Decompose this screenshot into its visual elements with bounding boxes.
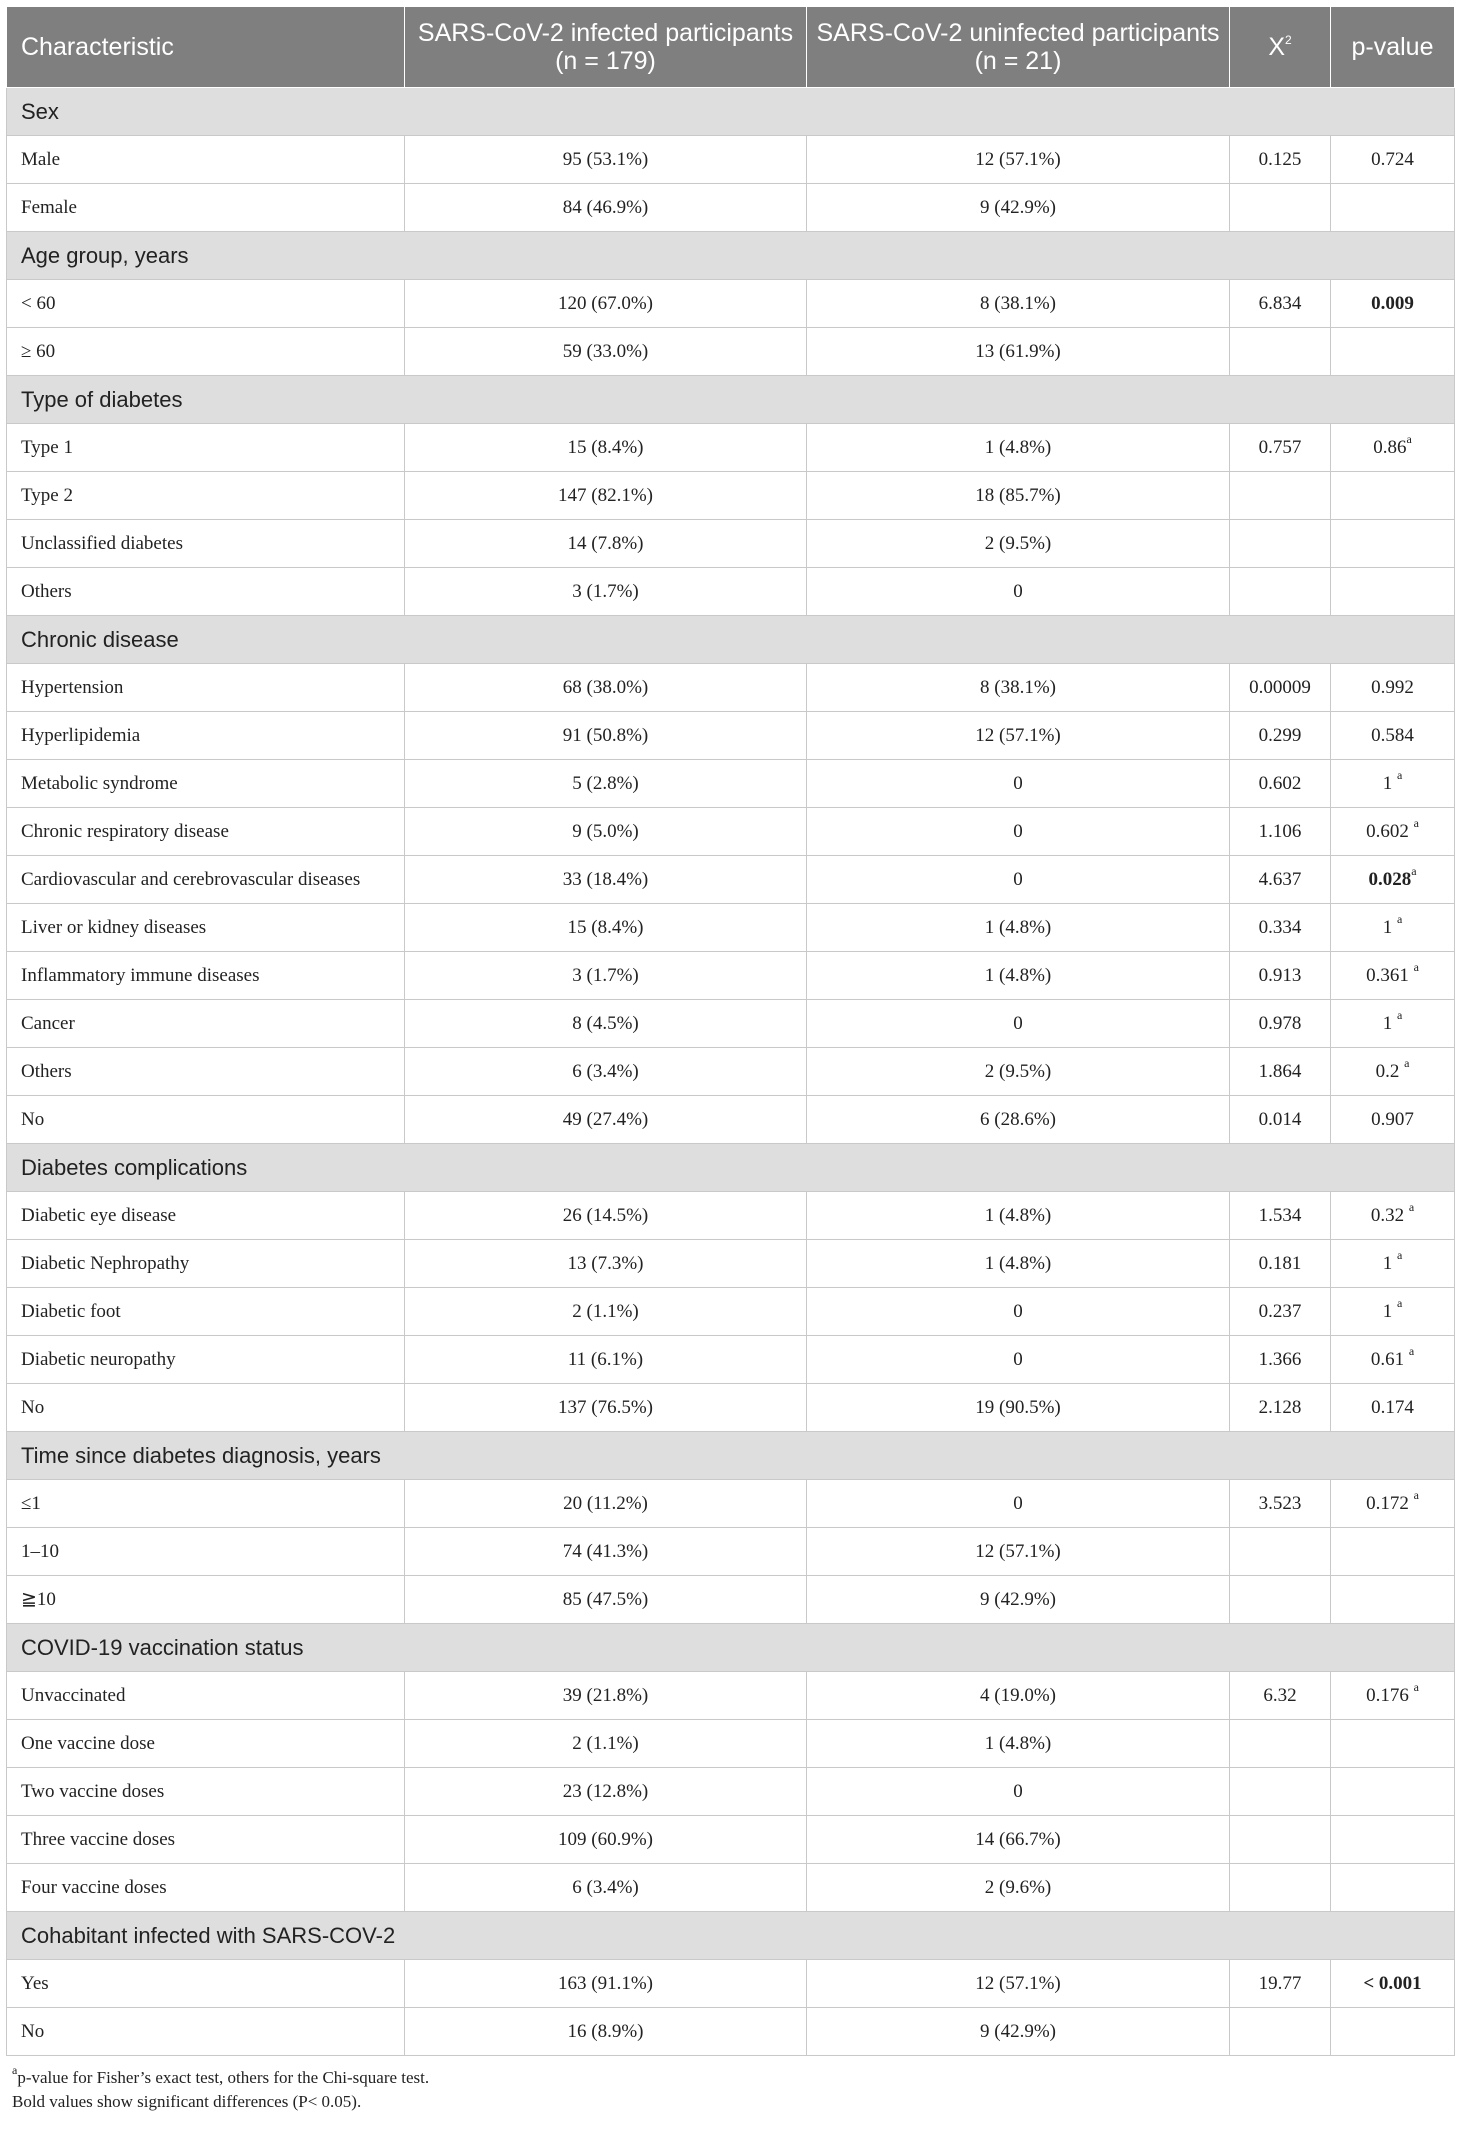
cell-uninfected: 9 (42.9%)	[807, 184, 1230, 232]
cell-infected: 8 (4.5%)	[405, 1000, 807, 1048]
pvalue-footnote-marker: a	[1408, 1200, 1415, 1215]
cell-infected: 2 (1.1%)	[405, 1288, 807, 1336]
pvalue-text: 0.176	[1366, 1684, 1414, 1706]
table-row	[7, 1384, 1455, 1432]
cell-infected: 14 (7.8%)	[405, 520, 807, 568]
cell-chi-square: 0.602	[1230, 760, 1331, 808]
cell-infected: 147 (82.1%)	[405, 472, 807, 520]
cell-characteristic: < 60	[7, 280, 405, 328]
table-row	[7, 808, 1455, 856]
cell-infected: 20 (11.2%)	[405, 1480, 807, 1528]
cell-infected: 3 (1.7%)	[405, 952, 807, 1000]
cell-characteristic: Others	[7, 1048, 405, 1096]
table-row	[7, 136, 1455, 184]
cell-characteristic: Four vaccine doses	[7, 1864, 405, 1912]
table-row	[7, 328, 1455, 376]
pvalue-footnote-marker: a	[1413, 1680, 1419, 1695]
cell-chi-square	[1230, 1720, 1331, 1768]
cell-pvalue	[1331, 760, 1455, 808]
cell-characteristic: Type 2	[7, 472, 405, 520]
cell-pvalue	[1331, 856, 1455, 904]
cell-chi-square: 0.299	[1230, 712, 1331, 760]
cell-uninfected: 6 (28.6%)	[807, 1096, 1230, 1144]
cell-pvalue	[1331, 328, 1455, 376]
cell-characteristic: Diabetic neuropathy	[7, 1336, 405, 1384]
cell-infected: 95 (53.1%)	[405, 136, 807, 184]
cell-uninfected: 8 (38.1%)	[807, 664, 1230, 712]
section-row	[7, 1432, 1455, 1480]
cell-chi-square: 1.534	[1230, 1192, 1331, 1240]
cell-characteristic: ≥ 60	[7, 328, 405, 376]
pvalue-text: 0.32	[1370, 1204, 1409, 1226]
pvalue-text: 0.907	[1371, 1108, 1414, 1130]
pvalue-footnote-marker: a	[1413, 1488, 1419, 1503]
pvalue-text: 1	[1382, 772, 1397, 794]
cell-characteristic: Hypertension	[7, 664, 405, 712]
header-characteristic: Characteristic	[7, 7, 405, 88]
cell-uninfected: 12 (57.1%)	[807, 1528, 1230, 1576]
cell-chi-square: 6.834	[1230, 280, 1331, 328]
cell-uninfected: 2 (9.6%)	[807, 1864, 1230, 1912]
cell-chi-square	[1230, 1528, 1331, 1576]
cell-uninfected: 1 (4.8%)	[807, 424, 1230, 472]
pvalue-footnote-marker: a	[1396, 1248, 1403, 1263]
cell-chi-square: 0.181	[1230, 1240, 1331, 1288]
cell-characteristic: Cardiovascular and cerebrovascular diseases	[7, 856, 405, 904]
table-row	[7, 1768, 1455, 1816]
table-row	[7, 1816, 1455, 1864]
cell-infected: 3 (1.7%)	[405, 568, 807, 616]
section-label: Diabetes complications	[7, 1144, 1455, 1192]
cell-characteristic: Inflammatory immune diseases	[7, 952, 405, 1000]
cell-pvalue	[1331, 520, 1455, 568]
table-row	[7, 856, 1455, 904]
cell-characteristic: Metabolic syndrome	[7, 760, 405, 808]
section-row	[7, 1912, 1455, 1960]
header-chi-base: X	[1268, 33, 1285, 61]
cell-uninfected: 0	[807, 1480, 1230, 1528]
cell-pvalue	[1331, 1384, 1455, 1432]
cell-infected: 85 (47.5%)	[405, 1576, 807, 1624]
pvalue-footnote-marker: a	[1413, 816, 1419, 831]
cell-uninfected: 1 (4.8%)	[807, 1240, 1230, 1288]
cell-pvalue	[1331, 1816, 1455, 1864]
cell-characteristic: Unvaccinated	[7, 1672, 405, 1720]
cell-infected: 5 (2.8%)	[405, 760, 807, 808]
pvalue-text: 0.602	[1366, 820, 1414, 842]
cell-chi-square: 0.00009	[1230, 664, 1331, 712]
cell-characteristic: Female	[7, 184, 405, 232]
table-row	[7, 1864, 1455, 1912]
cell-pvalue	[1331, 472, 1455, 520]
cell-pvalue	[1331, 808, 1455, 856]
pvalue-text: 0.028	[1368, 868, 1412, 890]
section-row	[7, 1624, 1455, 1672]
cell-chi-square	[1230, 1576, 1331, 1624]
table-row	[7, 1336, 1455, 1384]
cell-infected: 91 (50.8%)	[405, 712, 807, 760]
cell-chi-square: 0.014	[1230, 1096, 1331, 1144]
section-label: Cohabitant infected with SARS-COV-2	[7, 1912, 1455, 1960]
header-uninfected	[807, 7, 1230, 88]
cell-infected: 49 (27.4%)	[405, 1096, 807, 1144]
cell-chi-square: 3.523	[1230, 1480, 1331, 1528]
table-row	[7, 1048, 1455, 1096]
pvalue-footnote-marker: a	[1411, 864, 1417, 879]
table-row	[7, 712, 1455, 760]
cell-infected: 6 (3.4%)	[405, 1864, 807, 1912]
footnote-fisher-text: p-value for Fisher’s exact test, others for the Chi-square test.	[17, 2068, 430, 2087]
section-row	[7, 1144, 1455, 1192]
cell-pvalue	[1331, 1240, 1455, 1288]
cell-uninfected: 0	[807, 1000, 1230, 1048]
section-label: Type of diabetes	[7, 376, 1455, 424]
table-row	[7, 1528, 1455, 1576]
cell-uninfected: 1 (4.8%)	[807, 904, 1230, 952]
cell-pvalue	[1331, 424, 1455, 472]
cell-characteristic: Diabetic Nephropathy	[7, 1240, 405, 1288]
cell-pvalue	[1331, 1720, 1455, 1768]
table-row	[7, 184, 1455, 232]
cell-infected: 109 (60.9%)	[405, 1816, 807, 1864]
cell-chi-square	[1230, 2008, 1331, 2056]
table-row	[7, 520, 1455, 568]
cell-characteristic: Hyperlipidemia	[7, 712, 405, 760]
cell-infected: 163 (91.1%)	[405, 1960, 807, 2008]
section-row	[7, 232, 1455, 280]
header-chi-sup: 2	[1285, 32, 1292, 47]
section-label: COVID-19 vaccination status	[7, 1624, 1455, 1672]
cell-infected: 23 (12.8%)	[405, 1768, 807, 1816]
header-pvalue: p-value	[1331, 7, 1455, 88]
pvalue-text: 0.361	[1366, 964, 1414, 986]
pvalue-text: 0.2	[1375, 1060, 1405, 1082]
cell-pvalue	[1331, 1960, 1455, 2008]
table-row	[7, 1480, 1455, 1528]
cell-infected: 13 (7.3%)	[405, 1240, 807, 1288]
cell-pvalue	[1331, 280, 1455, 328]
pvalue-footnote-marker: a	[1413, 960, 1419, 975]
section-label: Sex	[7, 88, 1455, 136]
cell-uninfected: 19 (90.5%)	[807, 1384, 1230, 1432]
header-infected	[405, 7, 807, 88]
cell-pvalue	[1331, 1864, 1455, 1912]
cell-uninfected: 1 (4.8%)	[807, 952, 1230, 1000]
cell-chi-square	[1230, 1816, 1331, 1864]
cell-characteristic: Others	[7, 568, 405, 616]
table-row	[7, 2008, 1455, 2056]
cell-characteristic: Type 1	[7, 424, 405, 472]
pvalue-footnote-marker: a	[1406, 432, 1412, 447]
cell-chi-square	[1230, 520, 1331, 568]
cell-pvalue	[1331, 1048, 1455, 1096]
table-row	[7, 760, 1455, 808]
header-uninfected-line2: (n = 21)	[974, 47, 1062, 75]
header-infected-line1: SARS-CoV-2 infected participants	[417, 19, 794, 47]
cell-chi-square	[1230, 472, 1331, 520]
cell-chi-square: 6.32	[1230, 1672, 1331, 1720]
cell-pvalue	[1331, 1336, 1455, 1384]
cell-pvalue	[1331, 1096, 1455, 1144]
pvalue-text: 0.724	[1371, 148, 1414, 170]
table-footnotes	[6, 2063, 1454, 2114]
cell-infected: 6 (3.4%)	[405, 1048, 807, 1096]
table-row	[7, 1240, 1455, 1288]
cell-chi-square: 0.334	[1230, 904, 1331, 952]
cell-chi-square	[1230, 1768, 1331, 1816]
cell-uninfected: 14 (66.7%)	[807, 1816, 1230, 1864]
cell-uninfected: 12 (57.1%)	[807, 1960, 1230, 2008]
cell-characteristic: Two vaccine doses	[7, 1768, 405, 1816]
cell-infected: 68 (38.0%)	[405, 664, 807, 712]
cell-chi-square	[1230, 184, 1331, 232]
cell-pvalue	[1331, 1672, 1455, 1720]
pvalue-footnote-marker: a	[1404, 1056, 1410, 1071]
table-row	[7, 1192, 1455, 1240]
cell-uninfected: 0	[807, 1288, 1230, 1336]
cell-chi-square	[1230, 1864, 1331, 1912]
cell-chi-square: 0.237	[1230, 1288, 1331, 1336]
cell-uninfected: 9 (42.9%)	[807, 1576, 1230, 1624]
cell-chi-square: 1.864	[1230, 1048, 1331, 1096]
cell-infected: 59 (33.0%)	[405, 328, 807, 376]
header-uninfected-line1: SARS-CoV-2 uninfected participants	[816, 19, 1220, 47]
table-row	[7, 1720, 1455, 1768]
cell-uninfected: 9 (42.9%)	[807, 2008, 1230, 2056]
footnote-fisher	[12, 2063, 1454, 2090]
cell-pvalue	[1331, 1192, 1455, 1240]
cell-pvalue	[1331, 2008, 1455, 2056]
cell-uninfected: 2 (9.5%)	[807, 520, 1230, 568]
cell-pvalue	[1331, 904, 1455, 952]
pvalue-text: < 0.001	[1363, 1972, 1422, 1994]
cell-pvalue	[1331, 952, 1455, 1000]
pvalue-footnote-marker: a	[1396, 1008, 1403, 1023]
cell-characteristic: Three vaccine doses	[7, 1816, 405, 1864]
pvalue-text: 0.174	[1371, 1396, 1414, 1418]
table-row	[7, 280, 1455, 328]
cell-uninfected: 0	[807, 568, 1230, 616]
table-container	[6, 6, 1454, 2114]
cell-infected: 26 (14.5%)	[405, 1192, 807, 1240]
cell-uninfected: 18 (85.7%)	[807, 472, 1230, 520]
cell-infected: 137 (76.5%)	[405, 1384, 807, 1432]
pvalue-text: 1	[1382, 1012, 1397, 1034]
pvalue-text: 1	[1382, 1300, 1397, 1322]
section-row	[7, 88, 1455, 136]
cell-chi-square: 0.978	[1230, 1000, 1331, 1048]
cell-pvalue	[1331, 1528, 1455, 1576]
cell-characteristic: Liver or kidney diseases	[7, 904, 405, 952]
cell-pvalue	[1331, 568, 1455, 616]
cell-uninfected: 0	[807, 760, 1230, 808]
cell-chi-square	[1230, 328, 1331, 376]
cell-pvalue	[1331, 712, 1455, 760]
cell-uninfected: 0	[807, 1336, 1230, 1384]
cell-infected: 74 (41.3%)	[405, 1528, 807, 1576]
cell-characteristic: Diabetic eye disease	[7, 1192, 405, 1240]
cell-infected: 33 (18.4%)	[405, 856, 807, 904]
header-chi-square	[1230, 7, 1331, 88]
pvalue-text: 1	[1382, 916, 1397, 938]
cell-pvalue	[1331, 1000, 1455, 1048]
cell-pvalue	[1331, 184, 1455, 232]
cell-characteristic: ≧10	[7, 1576, 405, 1624]
cell-characteristic: One vaccine dose	[7, 1720, 405, 1768]
cell-infected: 15 (8.4%)	[405, 424, 807, 472]
cell-uninfected: 8 (38.1%)	[807, 280, 1230, 328]
cell-infected: 84 (46.9%)	[405, 184, 807, 232]
footnote-sup: a	[12, 2063, 18, 2078]
cell-uninfected: 1 (4.8%)	[807, 1192, 1230, 1240]
table-row	[7, 424, 1455, 472]
cell-uninfected: 4 (19.0%)	[807, 1672, 1230, 1720]
table-row	[7, 1960, 1455, 2008]
cell-characteristic: No	[7, 1384, 405, 1432]
table-row	[7, 1288, 1455, 1336]
cell-chi-square: 0.125	[1230, 136, 1331, 184]
cell-uninfected: 13 (61.9%)	[807, 328, 1230, 376]
cell-infected: 120 (67.0%)	[405, 280, 807, 328]
table-row	[7, 568, 1455, 616]
pvalue-text: 1	[1382, 1252, 1397, 1274]
cell-characteristic: No	[7, 1096, 405, 1144]
cell-pvalue	[1331, 1576, 1455, 1624]
cell-characteristic: ≤1	[7, 1480, 405, 1528]
cell-pvalue	[1331, 1288, 1455, 1336]
pvalue-text: 0.992	[1371, 676, 1414, 698]
cell-uninfected: 12 (57.1%)	[807, 136, 1230, 184]
section-row	[7, 376, 1455, 424]
pvalue-text: 0.172	[1366, 1492, 1414, 1514]
section-label: Time since diabetes diagnosis, years	[7, 1432, 1455, 1480]
cell-chi-square	[1230, 568, 1331, 616]
table-header-row	[7, 7, 1455, 88]
cell-infected: 39 (21.8%)	[405, 1672, 807, 1720]
cell-chi-square: 1.366	[1230, 1336, 1331, 1384]
header-infected-line2: (n = 179)	[555, 47, 656, 75]
cell-pvalue	[1331, 1480, 1455, 1528]
cell-uninfected: 2 (9.5%)	[807, 1048, 1230, 1096]
pvalue-footnote-marker: a	[1396, 1296, 1403, 1311]
table-row	[7, 1672, 1455, 1720]
cell-infected: 9 (5.0%)	[405, 808, 807, 856]
cell-pvalue	[1331, 136, 1455, 184]
table-row	[7, 1576, 1455, 1624]
cell-pvalue	[1331, 1768, 1455, 1816]
pvalue-text: 0.584	[1371, 724, 1414, 746]
cell-uninfected: 12 (57.1%)	[807, 712, 1230, 760]
cell-infected: 11 (6.1%)	[405, 1336, 807, 1384]
cell-characteristic: Diabetic foot	[7, 1288, 405, 1336]
pvalue-text: 0.61	[1370, 1348, 1409, 1370]
footnote-bold: Bold values show significant differences (P< 0.05).	[12, 2092, 362, 2111]
cell-infected: 2 (1.1%)	[405, 1720, 807, 1768]
pvalue-text: 0.009	[1371, 292, 1414, 314]
section-label: Age group, years	[7, 232, 1455, 280]
cell-characteristic: No	[7, 2008, 405, 2056]
cell-chi-square: 2.128	[1230, 1384, 1331, 1432]
cell-infected: 15 (8.4%)	[405, 904, 807, 952]
cell-characteristic: Unclassified diabetes	[7, 520, 405, 568]
cell-pvalue	[1331, 664, 1455, 712]
pvalue-footnote-marker: a	[1396, 912, 1403, 927]
cell-uninfected: 0	[807, 808, 1230, 856]
cell-characteristic: Chronic respiratory disease	[7, 808, 405, 856]
pvalue-footnote-marker: a	[1408, 1344, 1415, 1359]
table-row	[7, 1096, 1455, 1144]
cell-characteristic: Cancer	[7, 1000, 405, 1048]
table-row	[7, 952, 1455, 1000]
cell-infected: 16 (8.9%)	[405, 2008, 807, 2056]
cell-chi-square: 0.913	[1230, 952, 1331, 1000]
cell-chi-square: 1.106	[1230, 808, 1331, 856]
section-label: Chronic disease	[7, 616, 1455, 664]
pvalue-text: 0.86	[1373, 436, 1407, 458]
cell-uninfected: 0	[807, 856, 1230, 904]
cell-chi-square: 0.757	[1230, 424, 1331, 472]
cell-uninfected: 0	[807, 1768, 1230, 1816]
section-row	[7, 616, 1455, 664]
characteristics-table	[6, 6, 1455, 2056]
cell-characteristic: Male	[7, 136, 405, 184]
pvalue-footnote-marker: a	[1396, 768, 1403, 783]
cell-chi-square: 4.637	[1230, 856, 1331, 904]
table-row	[7, 472, 1455, 520]
cell-uninfected: 1 (4.8%)	[807, 1720, 1230, 1768]
table-row	[7, 1000, 1455, 1048]
cell-chi-square: 19.77	[1230, 1960, 1331, 2008]
cell-characteristic: Yes	[7, 1960, 405, 2008]
cell-characteristic: 1–10	[7, 1528, 405, 1576]
table-body	[7, 88, 1455, 2056]
table-row	[7, 904, 1455, 952]
table-row	[7, 664, 1455, 712]
